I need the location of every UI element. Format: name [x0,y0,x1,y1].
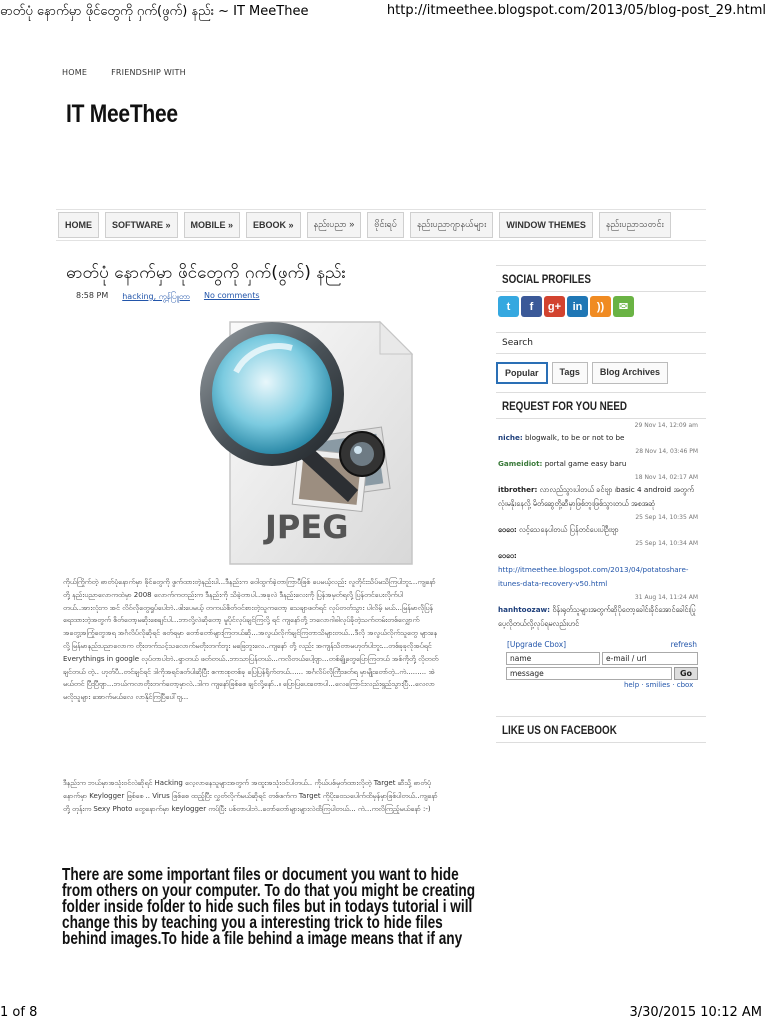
menu-journals[interactable]: နည်းပညာဂျာနယ်များ [410,212,493,238]
top-nav-friendship[interactable]: FRIENDSHIP WITH [111,68,186,77]
main-menu [56,209,706,241]
cbox-message [498,514,698,537]
print-page-title: ဓာတ်ပုံ နောက်မှာ ဖိုင်တွေကို ဂှက်(ဖွက်) နည်း ~ IT MeeThee [0,4,309,19]
cbox-links [507,640,697,649]
cbox-email-input[interactable]: e-mail / url [602,652,698,665]
post-paragraph-1: ကိုယ်ကြိုက်တဲ့ ဓာတ်ပုံနောက်မှာ ဖိုင်တွေကို ဖွက်ထားတဲ့နည်းပါ...ဒီနည်းက ဝေါထွက်ခဲ့တာကြာပီဖြစ် ပေမယ့်လည်း လူတိုင်းသိပ်မသိကြပါဘူး...ကျနော်တို့ နည်းပညာလောကထဲမှာ 2008 လောက်ကတည်းက ဒီနည်းကို သိခဲ့တာပါ..အခုလဲ ဒီနည်းလေးကို ပြန်အမှတ်ရလို့ ပြန်တင်ပေးလိုက်ပါတယ်..အားလုံးက အင် လိဝ်လိုတွေရှုပ်ပေါဘဲ..ဖါးပေမယ့် တကယ်စိတ်ဝင်စားတဲ့သူကတော့ သေချာဖတ်ရင် လုပ်တတ်သွား ပါလိမ့် မယ်...မြန်မာလိုပြန်ရေးထားတဲ့အတွက် စိတ်တော့မဆိုးစေချင်ပါ...ဘာလို့လဲဆိုတော့ မူပိုင်လုပ်ချင်ကြလို့ ရင် ကျနော်တို့ ဘလောဂါဓါလုပ်ခိုတဲ့သက်တမ်းတစ်လျှောက်အတွေ့အကြုံတွေအရ အင်္ဂလိပ်လိုဆိုရင် ဖတ်ရမှာ တော်တော်များကြတယ်ဆို...အလွယ်လိုက်ချင်ကြတာသိများတယ်...ဒီလို အလွယ်လိုက်သူတွေ များနေလို့ မြန်မာနည်းပညာလောက တိုးတက်သင့်သလောက်မတိုးတက်ဘူး မဖြေဘူးလေ..ကျနော် တို့ လည်း အကျန်သိတာမဟုတ်ပါဘူး...တစ်ခုခုလိုအပ်ရင် Everythings in google လုပ်တာပါဘဲ..ရှာတယ် ဖတ်တယ်..ဘာသာပြန်တယ်...ကလိတယ်ပေါ့ဗျာ...တစ်ချို့တွေပြောကြတယ် အစ်ကိုတို့ လိုတတ်ချင်တယ် တဲ့.. ဟုတ်ပီ..တင်ချင်ရင် ဒါကိုအရင်ဖတ်ပါဆိုပြီး စကားစုတစ်ခု ပြေပြန်ရိုက်တယ်...... အင်္ဂလိပ်လိုကြီးဖတ်ရ မှာမျိုးတော်တဲ့..ကဲ......... အဲမယ်တင် ပြီးပြီဗျာ...ဘယ်ကလာတိုးတက်တော့မှာလဲ..ဒါက ကျနော်ဖြစ်စေ ချင်လို့နော်..။ ပြောပြပေးတောပါ...လေကြောင်းလည်းရှည်သွားပြီ...လေလာ မလိုသူများ အောက်မယ်လေ လာနိုင်ကြပြီပေါ်ဗျ... [63,578,439,702]
menu-home[interactable]: HOME [58,212,99,238]
post-time: 8:58 PM [76,291,109,300]
print-page-number: 1 of 8 [0,1005,38,1020]
tab-blog-archives[interactable]: Blog Archives [592,362,668,384]
linkedin-icon[interactable]: in [567,296,588,317]
menu-window-themes[interactable]: WINDOW THEMES [499,212,593,238]
blog-title[interactable]: IT MeeThee [66,100,178,128]
facebook-heading: LIKE US ON FACEBOOK [496,716,706,743]
cbox-name-input[interactable]: name [506,652,600,665]
post-english-heading: There are some important files or document you want to hide from others on your computer. To do that you might be creating folder inside folder to hide such files but in todays tutorial i will change this by teaching you a interesting trick to hide files behind images.To hide a file behind a image means that if any [62,864,476,948]
menu-software[interactable]: SOFTWARE » [105,212,178,238]
cbox-timestamp: 25 Sep 14, 10:35 AM [635,514,698,521]
facebook-icon[interactable]: f [521,296,542,317]
post-comments-link[interactable]: No comments [203,291,260,300]
post-meta [76,291,260,303]
rss-icon[interactable]: )) [590,296,611,317]
social-profiles-heading: SOCIAL PROFILES [496,265,706,292]
menu-ebook[interactable]: EBOOK » [246,212,301,238]
cbox-text: ဝိန်းရုတ်သူများအတွက်ဆိုပိုတော့ခေါင်းခိုင်အောင်ခေါင်းပြုပေ့လိုတယ်လို့လုပ်ရမလည်းဟင် [498,605,696,628]
cbox-message-input[interactable]: message [506,667,672,680]
top-nav [62,68,186,77]
cbox-author: niche: [498,433,523,442]
cbox-author: hanhtoozaw: [498,605,551,614]
cbox-timestamp: 25 Sep 14, 10:34 AM [635,540,698,547]
email-icon[interactable]: ✉ [613,296,634,317]
cbox-refresh-link[interactable]: refresh [670,640,697,649]
cbox-footer-links[interactable]: help · smilies · cbox [624,681,694,689]
cbox-text: blogwalk, to be or not to be [522,433,625,442]
cbox-timestamp: 18 Nov 14, 02:17 AM [634,474,698,481]
twitter-icon[interactable]: t [498,296,519,317]
top-nav-home[interactable]: HOME [62,68,88,77]
cbox-message [498,540,698,591]
cbox-link[interactable]: http://itmeethee.blogspot.com/2013/04/potatoshare-itunes-data-recovery-v50.html [498,565,689,588]
print-page-url: http://itmeethee.blogspot.com/2013/05/blog-post_29.html [386,3,766,18]
tab-popular[interactable]: Popular [496,362,548,384]
post-title: ဓာတ်ပုံ နောက်မှာ ဖိုင်တွေကို ဂှက်(ဖွက်) နည်း [66,263,346,283]
cbox-message [498,448,698,471]
tab-tags[interactable]: Tags [552,362,588,384]
cbox-text: portal game easy baru [542,459,627,468]
search-label[interactable]: Search [496,332,706,354]
cbox-upgrade-link[interactable]: [Upgrade Cbox] [507,640,567,649]
cbox-text: လာလည်သွားပါတယ် ခင်ဗျာ ၊basic 4 android အတွက်လုံးမနိုးနေလို့ မိတ်ဆွေတို့ဆီမှာဖြစ်ဘူးဖြစ်သွားတယ် အစအဆုံ [498,485,695,508]
jpeg-label: JPEG [265,508,349,546]
menu-mobile[interactable]: MOBILE » [184,212,241,238]
cbox-timestamp: 29 Nov 14, 12:09 am [634,422,698,429]
post-paragraph-2: ဒီနည်းက ဘယ်မှာအသုံးဝင်လဲဆိုရင် Hacking လေ့လာနေသူများအတွက် အထူးအသုံးဝင်ပါတယ်.. ကိုယ်ပစ်မှတ်ထားလိုတဲ့ Target ဆီသို့ ဓာတ်ပုံနောက်မှာ Keylogger ဖြစ်စေ .. Virus ဖြစ်စေ ထည့်ပြီး လွှတ်လိုက်မယ်ဆိုရင် တစ်ဖက်က Target ကိုပိုးဝေသပေါက်ထိမှန်မှာဖြစ်ပါတယ်..ကျနော်တို့ တုန်းက Sexy Photo တွေနောက်မှာ keylogger ကပ်ပြီး ပစ်တာပါဘဲ..တော်တော်များများလဲထိကြပါတယ်... ကဲ...ကလိကြည့်မယ်နော် :-) [63,779,438,813]
cbox-timestamp: 28 Nov 14, 03:46 PM [635,448,698,455]
cbox-author: ဝေဝေ: [498,525,517,534]
jpeg-magnifier-image [190,312,430,572]
cbox-timestamp: 31 Aug 14, 11:24 AM [634,594,698,601]
cbox-author: ဝေဝေ: [498,551,517,560]
menu-technology[interactable]: နည်းပညာ » [307,212,362,238]
social-icons [498,296,634,317]
cbox-form [506,652,698,682]
cbox-message [498,474,698,511]
cbox-message [498,594,698,631]
google-plus-icon[interactable]: g+ [544,296,565,317]
cbox-text: လင့်သေနေပါတယ် ပြန်တင်ပေးပါဦးဗျာ [516,525,619,534]
post-labels-link[interactable]: hacking, ကွန်ပြူတာ [122,292,190,301]
menu-tech-news[interactable]: နည်းပညာသတင်း [599,212,671,238]
cbox-author: itbrother: [498,485,538,494]
cbox-messages [498,422,698,634]
sidebar-tabs [496,362,668,384]
menu-virus[interactable]: ဗိုင်းရပ် [367,212,404,238]
cbox-message [498,422,698,445]
cbox-author: Gameidiot: [498,459,543,468]
print-datetime: 3/30/2015 10:12 AM [629,1005,762,1020]
cbox-go-button[interactable]: Go [674,667,698,680]
request-heading: REQUEST FOR YOU NEED [496,392,706,419]
